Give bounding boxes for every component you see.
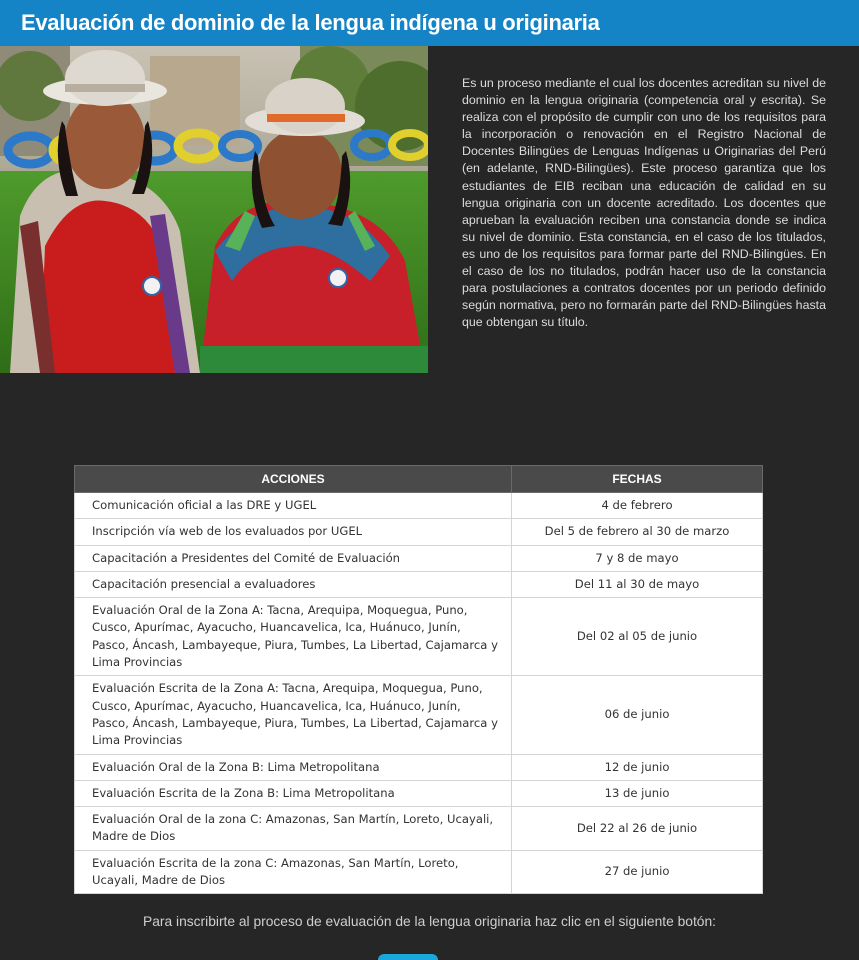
registration-instruction: Para inscribirte al proceso de evaluación de la lengua originaria haz clic en el siguiente botón: bbox=[143, 914, 716, 929]
schedule-table bbox=[74, 465, 763, 894]
date-cell: 27 de junio bbox=[512, 850, 763, 894]
table-header-row bbox=[75, 466, 763, 493]
action-cell: Evaluación Oral de la Zona B: Lima Metropolitana bbox=[75, 754, 512, 780]
action-cell: Capacitación presencial a evaluadores bbox=[75, 571, 512, 597]
column-header-dates: FECHAS bbox=[512, 466, 763, 493]
table-row bbox=[75, 598, 763, 676]
table-row bbox=[75, 676, 763, 754]
table-row bbox=[75, 780, 763, 806]
intro-paragraph: Es un proceso mediante el cual los docentes acreditan su nivel de dominio en la lengua originaria (competencia oral y escrita). Se realiza con el propósito de cumplir con uno de los requisitos para la incorporación o renovación en el Registro Nacional de Docentes Bilingües de Lenguas Indígenas u Originarias del Perú (en adelante, RND-Bilingües). Este proceso garantiza que los estudiantes de EIB reciban una educación de calidad en su lengua originaria con un docente acreditado. Los docentes que aprueban la evaluación reciben una constancia donde se indica su nivel de dominio. Esta constancia, en el caso de los titulados, es uno de los requisitos para formar parte del RND-Bilingües. En el caso de los no titulados, podrán hacer uso de la constancia para postulaciones a contratos docentes por un periodo definido según normativa, pero no formarán parte del RND-Bilingües hasta que obtengan su título. bbox=[462, 76, 826, 330]
page-title: Evaluación de dominio de la lengua indígena u originaria bbox=[21, 10, 600, 35]
date-cell: Del 11 al 30 de mayo bbox=[512, 571, 763, 597]
action-cell: Evaluación Escrita de la Zona B: Lima Metropolitana bbox=[75, 780, 512, 806]
date-cell: Del 22 al 26 de junio bbox=[512, 807, 763, 851]
action-cell: Evaluación Escrita de la Zona A: Tacna, Arequipa, Moquegua, Puno, Cusco, Apurímac, Ayacucho, Huancavelica, Ica, Huánuco, Junín, Pasco, Áncash, Lambayeque, Piura, Tumbes, La Libertad, Cajamarca y Lima Provincias bbox=[75, 676, 512, 754]
date-cell: Del 5 de febrero al 30 de marzo bbox=[512, 519, 763, 545]
table-row bbox=[75, 493, 763, 519]
column-header-actions: ACCIONES bbox=[75, 466, 512, 493]
date-cell: 12 de junio bbox=[512, 754, 763, 780]
table-row bbox=[75, 754, 763, 780]
table-row bbox=[75, 850, 763, 894]
date-cell: 7 y 8 de mayo bbox=[512, 545, 763, 571]
table-row bbox=[75, 545, 763, 571]
action-cell: Comunicación oficial a las DRE y UGEL bbox=[75, 493, 512, 519]
table-row bbox=[75, 519, 763, 545]
action-cell: Evaluación Oral de la zona C: Amazonas, San Martín, Loreto, Ucayali, Madre de Dios bbox=[75, 807, 512, 851]
date-cell: Del 02 al 05 de junio bbox=[512, 598, 763, 676]
action-cell: Evaluación Escrita de la zona C: Amazonas, San Martín, Loreto, Ucayali, Madre de Dios bbox=[75, 850, 512, 894]
table-row bbox=[75, 807, 763, 851]
table-row bbox=[75, 571, 763, 597]
date-cell: 06 de junio bbox=[512, 676, 763, 754]
action-cell: Capacitación a Presidentes del Comité de Evaluación bbox=[75, 545, 512, 571]
action-cell: Inscripción vía web de los evaluados por UGEL bbox=[75, 519, 512, 545]
register-button[interactable] bbox=[378, 954, 438, 960]
action-cell: Evaluación Oral de la Zona A: Tacna, Arequipa, Moquegua, Puno, Cusco, Apurímac, Ayacucho, Huancavelica, Ica, Huánuco, Junín, Pasco, Áncash, Lambayeque, Piura, Tumbes, La Libertad, Cajamarca y Lima Provincias bbox=[75, 598, 512, 676]
date-cell: 4 de febrero bbox=[512, 493, 763, 519]
students-photo bbox=[0, 46, 428, 373]
date-cell: 13 de junio bbox=[512, 780, 763, 806]
page-header bbox=[0, 0, 859, 46]
